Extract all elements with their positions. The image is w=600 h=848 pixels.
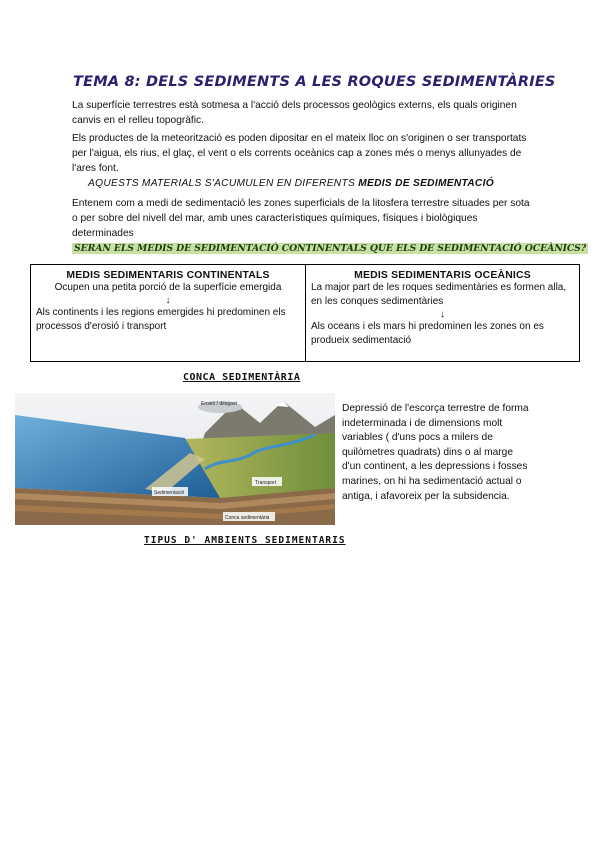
basin-diagram-svg (15, 393, 335, 525)
basin-section-title: CONCA SEDIMENTÀRIA (183, 372, 301, 383)
page-title: TEMA 8: DELS SEDIMENTS A LES ROQUES SEDIMENTÀRIES (73, 74, 556, 90)
oceanic-line2: Als oceans i els mars hi predominen les zones on es produeix sedimentació (311, 321, 544, 346)
subheading-normal: AQUESTS MATERIALS S'ACUMULEN EN DIFERENTS (88, 178, 359, 189)
label-basin: Conca sedimentària (225, 515, 270, 521)
comparison-table (30, 264, 580, 362)
continental-line2: Als continents i les regions emergides hi predominen els processos d'erosió i transport (36, 307, 286, 332)
continental-line1: Ocupen una petita porció de la superfície emergida (54, 282, 282, 293)
oceanic-arrow: ↓ (440, 309, 445, 320)
subheading-strong: MEDIS DE SEDIMENTACIÓ (358, 178, 494, 189)
oceanic-header: MEDIS SEDIMENTARIS OCEÀNICS (354, 270, 531, 281)
intro-paragraph: La superfície terrestres està sotmesa a l'acció dels processos geològics externs, els quals originen canvis en el relleu topogràfic. (72, 100, 517, 126)
continental-column (31, 265, 306, 361)
definition-paragraph: Entenem com a medi de sedimentació les zones superficials de la litosfera terrestre situades per sota o per sobre del nivell del mar, amb unes caracterìstiques químiques, físiques i biològiques determinades (72, 198, 530, 239)
continental-header: MEDIS SEDIMENTARIS CONTINENTALS (66, 270, 270, 281)
basin-description: Depressió de l'escorça terrestre de forma indeterminada i de dimensions molt variables ( d'uns pocs a milers de quilòmetres quadrats) dins o al marge d'un continent, a les depressions i fosses marines, on hi ha sedimentació actual o antiga, i afavoreix per la subsidencia. (342, 403, 529, 502)
types-section-title: TIPUS D' AMBIENTS SEDIMENTARIS (144, 535, 346, 546)
label-sedimentation: Sedimentació (154, 490, 185, 496)
label-erosion: Erosió / desgast (201, 401, 237, 407)
oceanic-line1: La major part de les roques sedimentàries es formen alla, en les conques sedimentàries (311, 282, 567, 307)
basin-diagram (15, 393, 335, 525)
materials-subheading (88, 178, 494, 189)
weathering-paragraph: Els productes de la meteorització es poden dipositar en el mateix lloc on s'originen o ser transportats per l'aigua, els rius, el glaç, el vent o els corrents oceànics cap a zones més o menys allunyades de l'ares font. (72, 133, 527, 174)
highlighted-question: SERAN ELS MEDIS DE SEDIMENTACIÓ CONTINENTALS QUE ELS DE SEDIMENTACIÓ OCEÀNICS? (74, 243, 587, 254)
continental-arrow: ↓ (165, 295, 171, 306)
label-transport: Transport (255, 480, 277, 486)
oceanic-column (306, 265, 579, 361)
